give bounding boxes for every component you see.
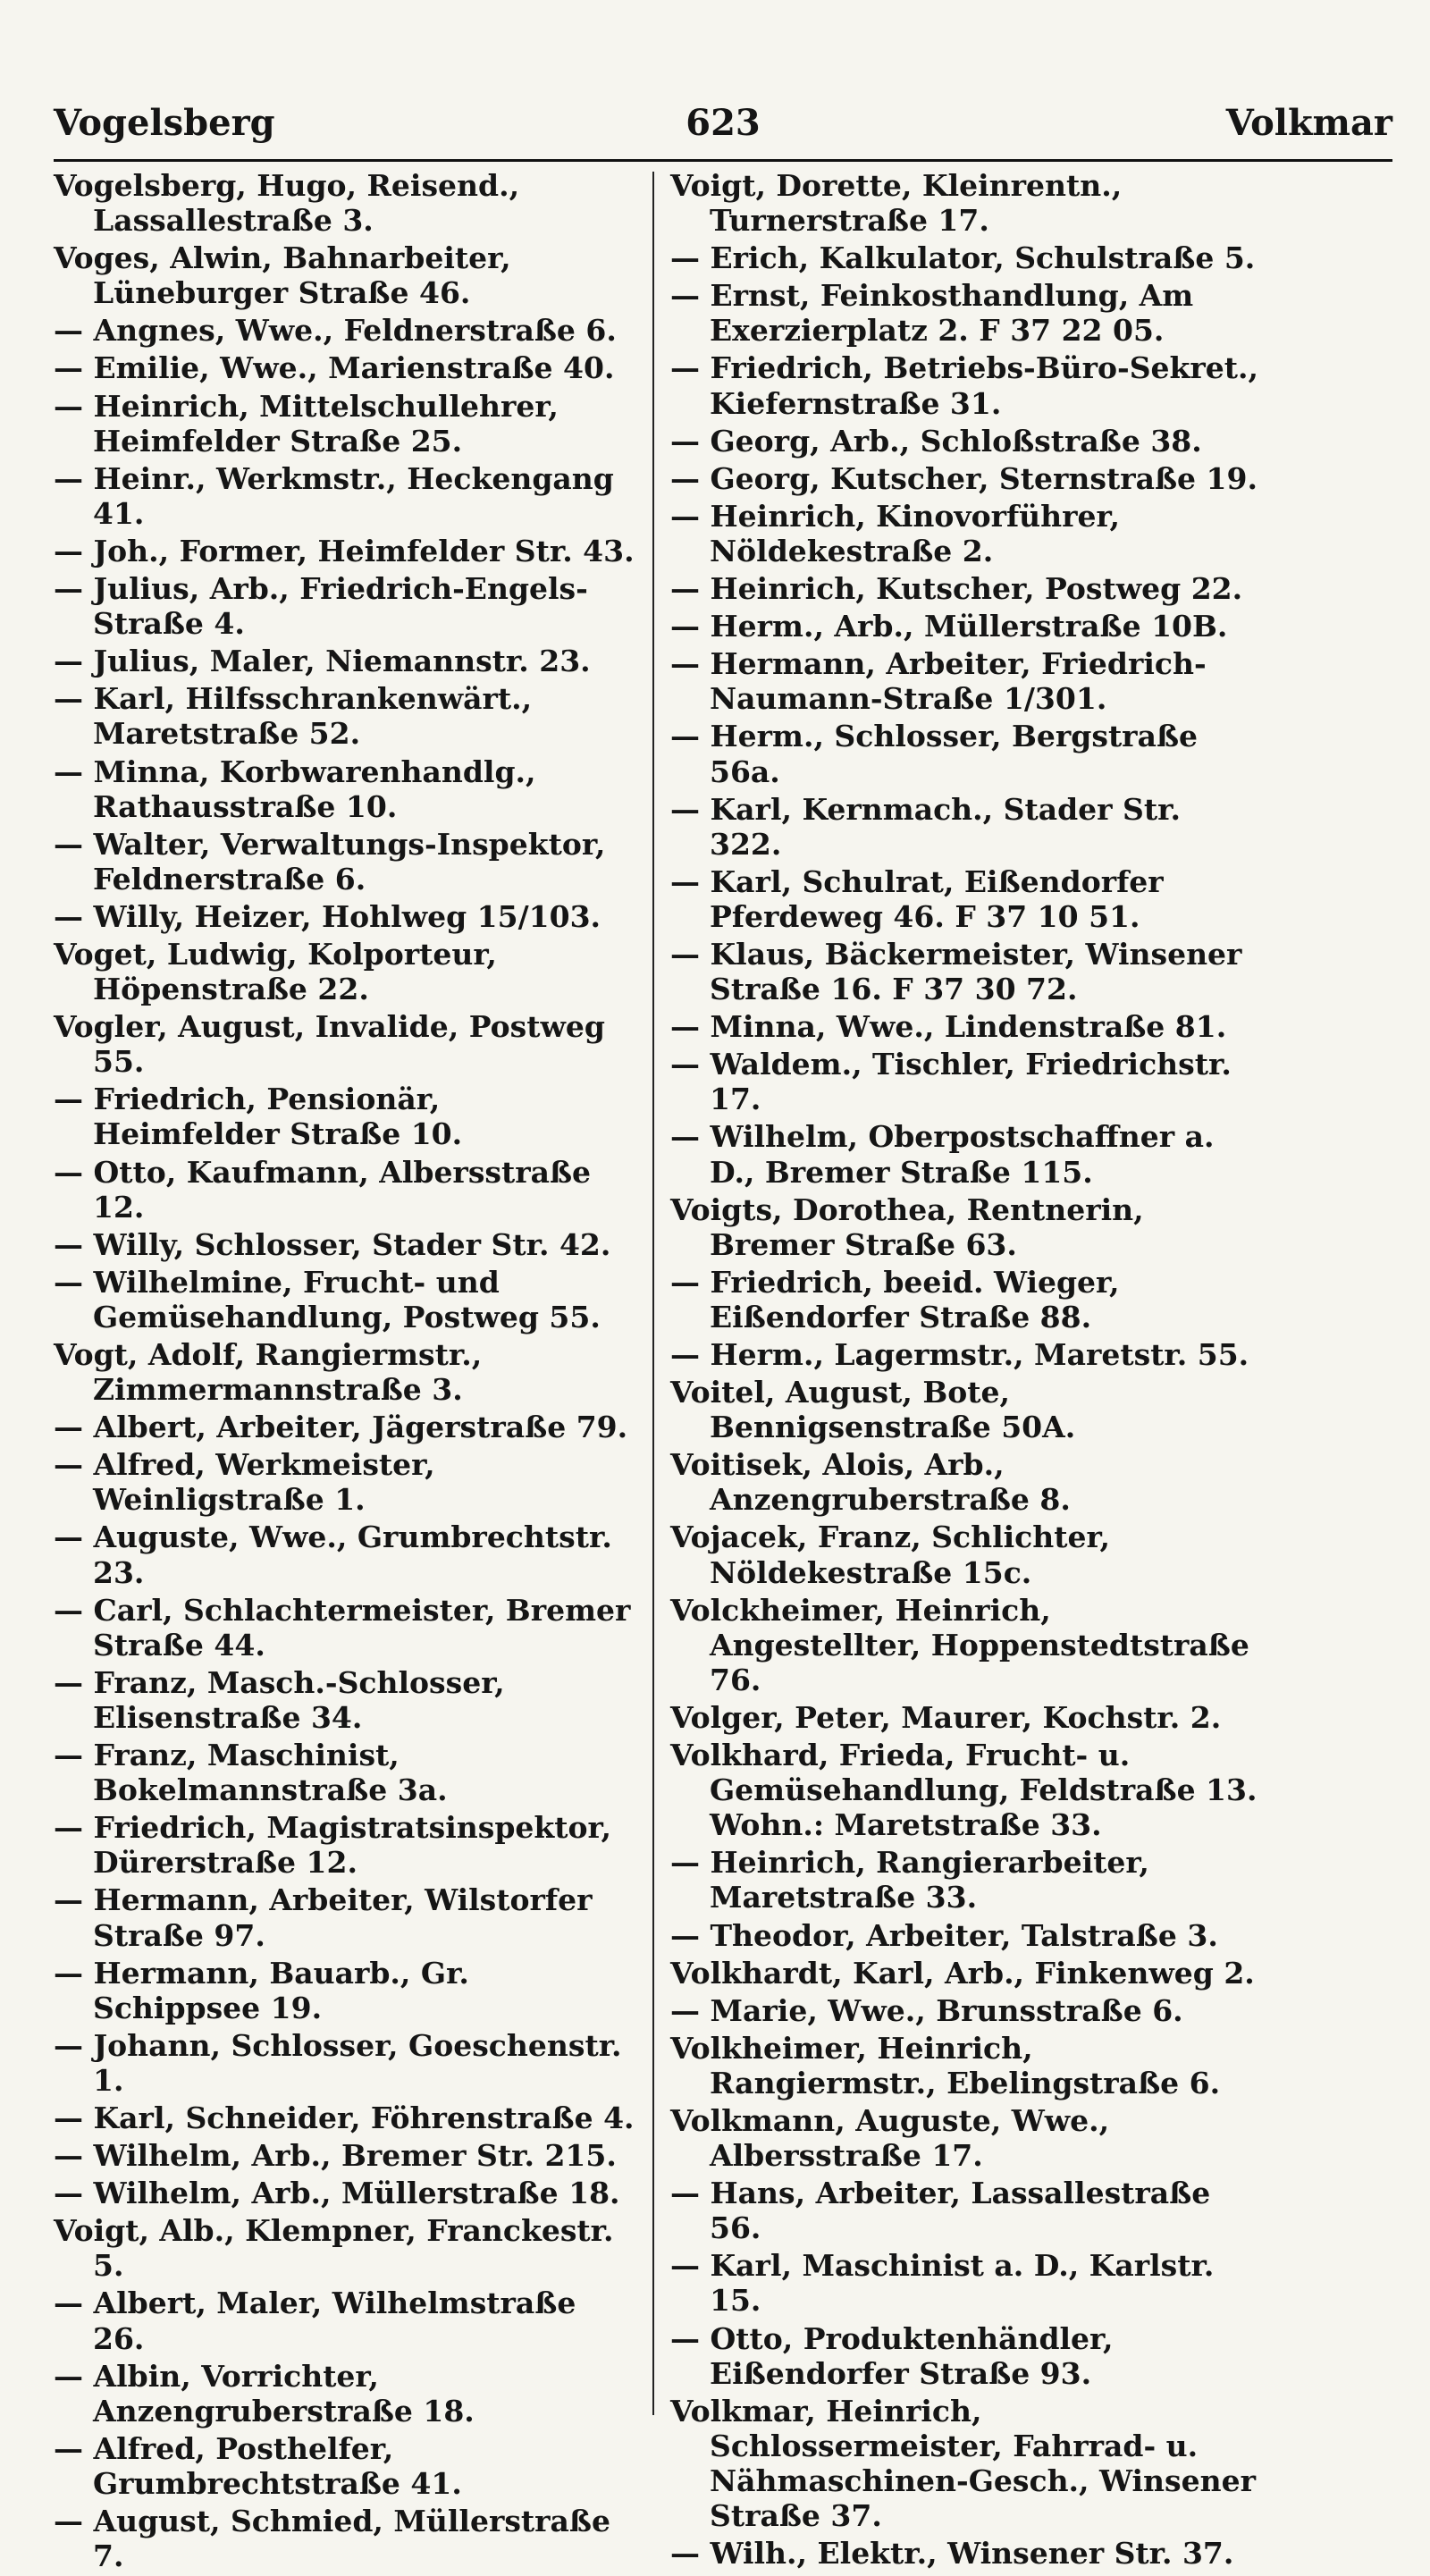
directory-entry: — Hermann, Bauarb., Gr. Schippsee 19. [54,1955,469,2025]
directory-entry: — Georg, Arb., Schloßstraße 38. [670,423,1202,459]
directory-entry: — Wilh., Elektr., Winsener Str. 37. [670,2536,1234,2572]
directory-entry: Volkmar, Heinrich, Schlossermeister, Fahrrad- u. Nähmaschinen-Gesch., Winsener Straße 37. [670,2393,1256,2533]
directory-entry: — Wilhelmine, Frucht- und Gemüsehandlung, Postweg 55. [54,1264,601,1334]
directory-entry: — Klaus, Bäckermeister, Winsener Straße 16. F 37 30 72. [670,936,1242,1007]
directory-entry: Voges, Alwin, Bahnarbeiter, Lüneburger Straße 46. [54,240,511,311]
directory-entry: Volkmann, Auguste, Wwe., Albersstraße 17. [670,2102,1110,2174]
directory-entry: — Walter, Verwaltungs-Inspektor, Feldnerstraße 6. [54,826,606,897]
directory-entry: — Emilie, Wwe., Marienstraße 40. [54,350,615,386]
directory-entry: — Angnes, Wwe., Feldnerstraße 6. [54,313,617,349]
directory-entry: — Herm., Schlosser, Bergstraße 56a. [670,719,1199,789]
page-header [54,97,1392,150]
directory-entry: — Julius, Maler, Niemannstr. 23. [54,644,591,679]
directory-entry: — August, Schmied, Müllerstraße 7. [54,2504,611,2574]
directory-entry: Vogt, Adolf, Rangiermstr., Zimmermannstraße 3. [54,1337,483,1408]
directory-entry: — Waldem., Tischler, Friedrichstr. 17. [670,1047,1232,1117]
directory-entry: — Karl, Schneider, Föhrenstraße 4. [54,2100,635,2135]
directory-entry: — Minna, Wwe., Lindenstraße 81. [670,1009,1227,1045]
header-last-name: Volkmar [1225,102,1392,144]
directory-entry: — Heinrich, Mittelschullehrer, Heimfelder Straße 25. [54,388,559,459]
directory-entry: — Alfred, Posthelfer, Grumbrechtstraße 41. [54,2430,462,2501]
directory-entry: Voitel, August, Bote, Bennigsenstraße 50A. [670,1375,1076,1445]
directory-entry: — Albin, Vorrichter, Anzengruberstraße 18. [54,2358,475,2429]
directory-entry: — Heinrich, Kinovorführer, Nöldekestraße 2. [670,498,1121,568]
directory-entry: Voigts, Dorothea, Rentnerin, Bremer Straße 63. [670,1191,1144,1262]
directory-entry: — Willy, Schlosser, Stader Str. 42. [54,1226,611,1262]
directory-entry: Voget, Ludwig, Kolporteur, Höpenstraße 22. [54,936,497,1007]
directory-entry: — Hermann, Arbeiter, Wilstorfer Straße 97. [54,1882,593,1953]
directory-entry: — Otto, Produktenhändler, Eißendorfer Straße 93. [670,2320,1114,2391]
directory-entry: Voigt, Alb., Klempner, Franckestr. 5. [54,2213,614,2284]
directory-entry: — Franz, Maschinist, Bokelmannstraße 3a. [54,1738,448,1808]
directory-entry: — Albert, Maler, Wilhelmstraße 26. [54,2286,576,2356]
directory-entry: Vojacek, Franz, Schlichter, Nöldekestraße 15c. [670,1520,1110,1590]
directory-entry: Volger, Peter, Maurer, Kochstr. 2. [670,1699,1222,1735]
directory-entry: — Hermann, Arbeiter, Friedrich-Naumann-Straße 1/301. [670,646,1207,717]
directory-entry: — Wilhelm, Arb., Müllerstraße 18. [54,2176,620,2211]
header-first-name: Vogelsberg [54,102,275,144]
directory-entry: — Herm., Lagermstr., Maretstr. 55. [670,1337,1249,1372]
directory-entry: — Friedrich, Betriebs-Büro-Sekret., Kiefernstraße 31. [670,350,1258,421]
directory-entry: — Friedrich, beeid. Wieger, Eißendorfer Straße 88. [670,1264,1120,1334]
directory-entry: — Hans, Arbeiter, Lassallestraße 56. [670,2176,1211,2246]
directory-entry: — Heinrich, Kutscher, Postweg 22. [670,571,1243,607]
directory-entry: — Karl, Maschinist a. D., Karlstr. 15. [670,2248,1215,2319]
directory-entry: — Heinr., Werkmstr., Heckengang 41. [54,460,614,531]
directory-entry: — Karl, Hilfsschrankenwärt., Maretstraße 52. [54,681,533,752]
directory-entry: Volckheimer, Heinrich, Angestellter, Hoppenstedtstraße 76. [670,1592,1249,1697]
right-column [670,168,1260,2573]
directory-entry: — Auguste, Wwe., Grumbrechtstr. 23. [54,1520,612,1590]
directory-entry: Voitisek, Alois, Arb., Anzengruberstraße 8. [670,1447,1071,1518]
directory-entry: — Karl, Schulrat, Eißendorfer Pferdeweg 46. F 37 10 51. [670,863,1164,934]
directory-entry: — Marie, Wwe., Brunsstraße 6. [670,1992,1183,2028]
directory-entry: — Heinrich, Rangierarbeiter, Maretstraße 33. [670,1845,1149,1915]
directory-entry: Volkhardt, Karl, Arb., Finkenweg 2. [670,1955,1255,1991]
directory-entry: — Alfred, Werkmeister, Weinligstraße 1. [54,1447,435,1518]
directory-entry: — Theodor, Arbeiter, Talstraße 3. [670,1917,1218,1953]
directory-entry: — Johann, Schlosser, Goeschenstr. 1. [54,2027,622,2098]
directory-entry: — Ernst, Feinkosthandlung, Am Exerzierplatz 2. F 37 22 05. [670,278,1194,349]
left-column [54,168,635,2576]
directory-entry: — Carl, Schlachtermeister, Bremer Straße 44. [54,1592,631,1663]
directory-entry: Vogler, August, Invalide, Postweg 55. [54,1009,605,1080]
directory-entry: Volkhard, Frieda, Frucht- u. Gemüsehandlung, Feldstraße 13. Wohn.: Maretstraße 33. [670,1738,1258,1843]
directory-entry: — Wilhelm, Arb., Bremer Str. 215. [54,2138,617,2174]
directory-entry: Vogelsberg, Hugo, Reisend., Lassallestraße 3. [54,168,520,239]
directory-entry: — Albert, Arbeiter, Jägerstraße 79. [54,1410,628,1445]
directory-entry: — Erich, Kalkulator, Schulstraße 5. [670,240,1256,276]
directory-entry: — Joh., Former, Heimfelder Str. 43. [54,533,635,568]
directory-entry: — Minna, Korbwarenhandlg., Rathausstraße 10. [54,753,536,824]
directory-entry: — Friedrich, Magistratsinspektor, Dürerstraße 12. [54,1810,612,1881]
directory-entry: — Julius, Arb., Friedrich-Engels-Straße 4. [54,571,588,642]
directory-entry: — Herm., Arb., Müllerstraße 10B. [670,609,1228,644]
directory-entry: — Willy, Heizer, Hohlweg 15/103. [54,898,601,934]
header-rule [54,159,1392,162]
directory-entry: — Friedrich, Pensionär, Heimfelder Straße 10. [54,1082,463,1152]
directory-entry: — Wilhelm, Oberpostschaffner a. D., Bremer Straße 115. [670,1119,1215,1190]
page-number: 623 [686,102,761,144]
directory-entry: — Georg, Kutscher, Sternstraße 19. [670,460,1258,496]
directory-entry: — Franz, Masch.-Schlosser, Elisenstraße 34. [54,1664,505,1735]
directory-entry: — Karl, Kernmach., Stader Str. 322. [670,791,1181,862]
column-divider [652,172,654,2415]
directory-entry: — Otto, Kaufmann, Albersstraße 12. [54,1154,592,1225]
directory-entry: Voigt, Dorette, Kleinrentn., Turnerstraße 17. [670,168,1123,239]
directory-entry: Volkheimer, Heinrich, Rangiermstr., Ebelingstraße 6. [670,2030,1221,2100]
